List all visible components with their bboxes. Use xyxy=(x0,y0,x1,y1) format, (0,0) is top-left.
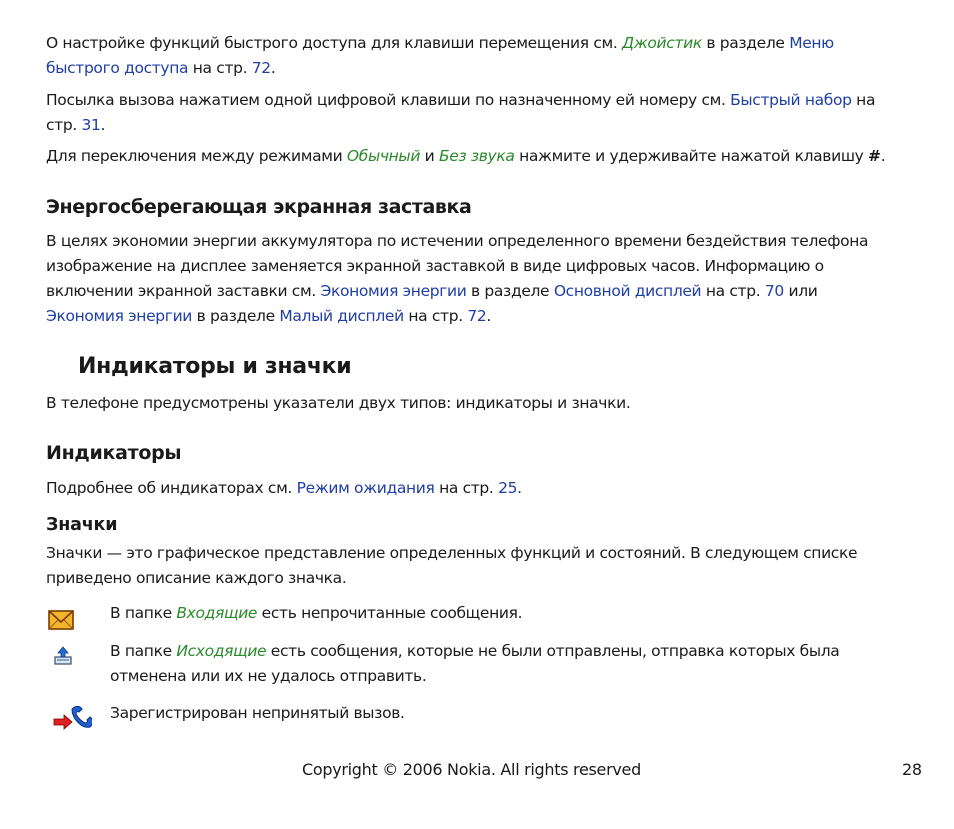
link-mini-display[interactable]: Малый дисплей xyxy=(279,307,404,325)
page-number: 28 xyxy=(902,760,922,779)
copyright-text: Copyright © 2006 Nokia. All rights reserved xyxy=(302,760,641,779)
envelope-icon xyxy=(48,601,90,629)
link-power-saving-2[interactable]: Экономия энергии xyxy=(46,307,193,325)
heading-power-saver: Энергосберегающая экранная заставка xyxy=(46,196,472,218)
paragraph-power-saver: В целях экономии энергии аккумулятора по истечении определенного времени бездействия телефона изображение на дисплее заменяется экранной заставкой в виде цифровых часов. Информацию о включении экранной заставки см. Экономия энергии в разделе Основной дисплей на стр. 70 или Экономия энергии в разделе Малый дисплей на стр. 72. xyxy=(46,232,869,325)
icon-desc-inbox: В папке Входящие есть непрочитанные сообщения. xyxy=(110,604,523,622)
page-link-25[interactable]: 25 xyxy=(498,479,518,497)
page-link-70[interactable]: 70 xyxy=(764,282,784,300)
paragraph-two-types: В телефоне предусмотрены указатели двух типов: индикаторы и значки. xyxy=(46,394,631,412)
link-shortcut-menu[interactable]: Меню xyxy=(789,34,834,52)
link-power-saving-1[interactable]: Экономия энергии xyxy=(320,282,467,300)
heading-indicators-and-icons: Индикаторы и значки xyxy=(78,354,352,379)
page-link-31[interactable]: 31 xyxy=(81,116,101,134)
ref-silent: Без звука xyxy=(438,147,515,165)
ref-joystick: Джойстик xyxy=(622,34,702,52)
paragraph-speed-dial: Посылка вызова нажатием одной цифровой клавиши по назначенному ей номеру см. Быстрый набор на стр. 31. xyxy=(46,91,876,134)
paragraph-indicators-ref: Подробнее об индикаторах см. Режим ожидания на стр. 25. xyxy=(46,479,522,497)
link-standby-mode[interactable]: Режим ожидания xyxy=(296,479,435,497)
link-speed-dial[interactable]: Быстрый набор xyxy=(730,91,852,109)
paragraph-icons-intro: Значки — это графическое представление определенных функций и состояний. В следующем списке приведено описание каждого значка. xyxy=(46,544,858,587)
icon-desc-outbox: В папке Исходящие есть сообщения, которые не были отправлены, отправка которых была отменена или их не удалось отправить. xyxy=(110,642,840,685)
page-link-72b[interactable]: 72 xyxy=(467,307,487,325)
outbox-upload-icon xyxy=(48,639,90,667)
icon-desc-missed-call: Зарегистрирован непринятый вызов. xyxy=(110,704,405,722)
link-main-display[interactable]: Основной дисплей xyxy=(553,282,702,300)
page-link-72[interactable]: 72 xyxy=(251,59,271,77)
ref-outbox: Исходящие xyxy=(176,642,267,660)
ref-inbox: Входящие xyxy=(176,604,258,622)
link-shortcut-menu-cont[interactable]: быстрого доступа xyxy=(46,59,189,77)
heading-indicators: Индикаторы xyxy=(46,442,182,464)
heading-icons: Значки xyxy=(46,515,118,535)
hash-key: # xyxy=(868,147,881,165)
paragraph-profiles: Для переключения между режимами Обычный и Без звука нажмите и удерживайте нажатой клавишу #. xyxy=(46,147,886,165)
ref-normal: Обычный xyxy=(346,147,421,165)
paragraph-joystick: О настройке функций быстрого доступа для клавиши перемещения см. Джойстик в разделе Меню быстрого доступа на стр. 72. xyxy=(46,34,834,77)
missed-call-icon xyxy=(48,701,90,729)
